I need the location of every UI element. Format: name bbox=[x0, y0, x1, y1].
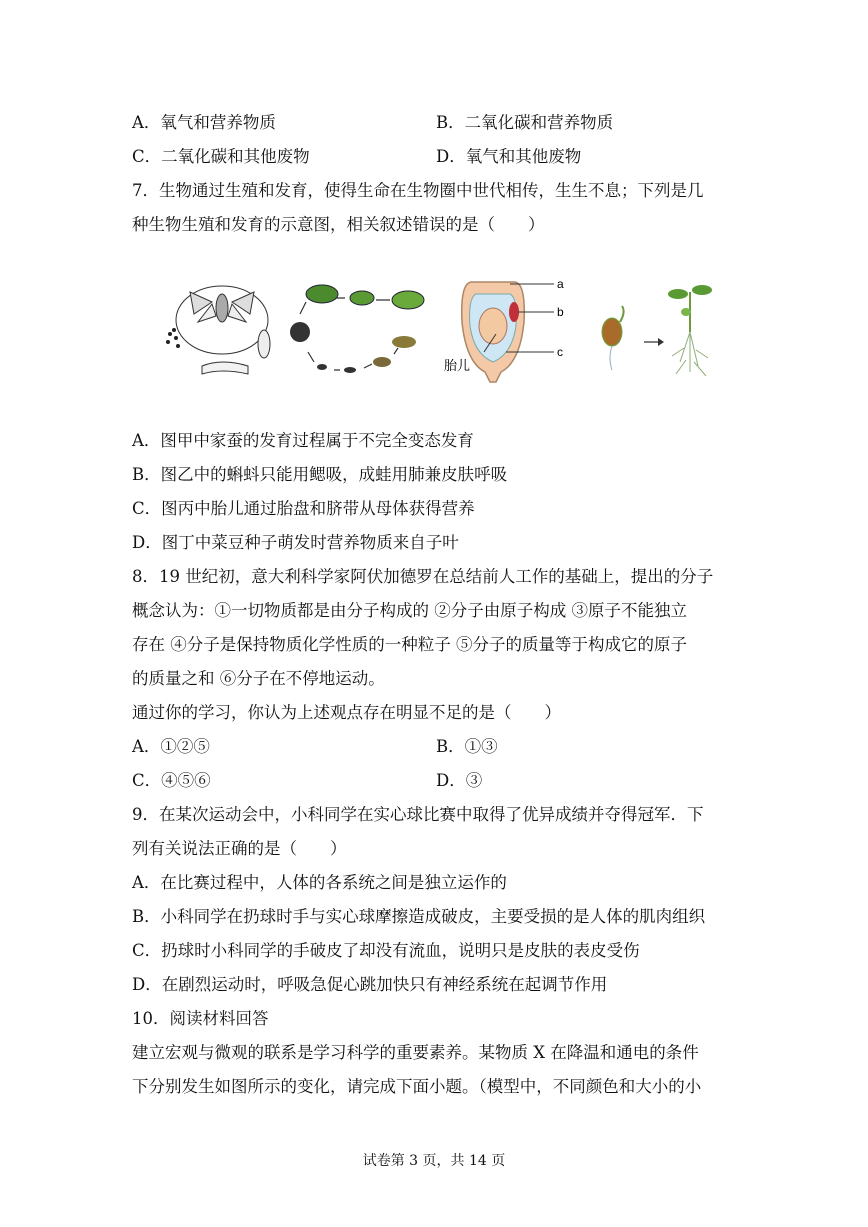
q7-figures bbox=[150, 262, 730, 402]
silkworm-lifecycle-figure bbox=[166, 286, 270, 374]
label-a: a bbox=[557, 277, 564, 291]
q9-option-c: C．扔球时小科同学的手破皮了却没有流血，说明只是皮肤的表皮受伤 bbox=[132, 941, 640, 960]
q8-option-a: A．①②⑤ bbox=[132, 737, 210, 756]
q9-line: 9．在某次运动会中，小科同学在实心球比赛中取得了优异成绩并夺得冠军．下 bbox=[132, 805, 704, 824]
q10-line: 10．阅读材料回答 bbox=[132, 1009, 269, 1028]
q9-option-a: A．在比赛过程中，人体的各系统之间是独立运作的 bbox=[132, 873, 507, 892]
bean-germination-figure bbox=[602, 285, 712, 376]
q10-line: 下分别发生如图所示的变化，请完成下面小题。（模型中，不同颜色和大小的小 bbox=[132, 1077, 702, 1096]
q7-stem-line: 7．生物通过生殖和发育，使得生命在生物圈中世代相传，生生不息；下列是几 bbox=[132, 181, 704, 200]
label-b: b bbox=[557, 305, 564, 319]
q8-option-c: C．④⑤⑥ bbox=[132, 771, 211, 790]
q6-option-a: A．氧气和营养物质 bbox=[132, 113, 276, 132]
page-footer: 试卷第 3 页，共 14 页 bbox=[362, 1153, 506, 1169]
q7-option-c: C．图丙中胎儿通过胎盘和脐带从母体获得营养 bbox=[132, 499, 475, 518]
q8-line: 概念认为：①一切物质都是由分子构成的 ②分子由原子构成 ③原子不能独立 bbox=[132, 601, 687, 620]
q6-option-d: D．氧气和其他废物 bbox=[436, 147, 582, 166]
q6-option-b: B．二氧化碳和营养物质 bbox=[436, 113, 614, 132]
label-c: c bbox=[557, 345, 563, 359]
q7-stem-line: 种生物生殖和发育的示意图，相关叙述错误的是（ ） bbox=[132, 215, 545, 234]
q7-option-a: A．图甲中家蚕的发育过程属于不完全变态发育 bbox=[132, 431, 474, 450]
q7-option-b: B．图乙中的蝌蚪只能用鳃吸，成蛙用肺兼皮肤呼吸 bbox=[132, 465, 508, 484]
q6-option-c: C．二氧化碳和其他废物 bbox=[132, 147, 310, 166]
q9-line: 列有关说法正确的是（ ） bbox=[132, 839, 347, 858]
q8-line: 通过你的学习，你认为上述观点存在明显不足的是（ ） bbox=[132, 703, 561, 722]
uterus-fetus-figure bbox=[444, 277, 564, 382]
q8-line: 的质量之和 ⑥分子在不停地运动。 bbox=[132, 669, 385, 688]
q8-line: 8．19 世纪初，意大利科学家阿伏加德罗在总结前人工作的基础上，提出的分子 bbox=[132, 567, 714, 586]
q9-option-b: B．小科同学在扔球时手与实心球摩擦造成破皮，主要受损的是人体的肌肉组织 bbox=[132, 907, 706, 926]
q8-option-b: B．①③ bbox=[436, 737, 498, 756]
q8-option-d: D．③ bbox=[436, 771, 483, 790]
frog-lifecycle-figure bbox=[290, 285, 424, 373]
q9-option-d: D．在剧烈运动时，呼吸急促心跳加快只有神经系统在起调节作用 bbox=[132, 975, 608, 994]
label-fetus: 胎儿 bbox=[444, 358, 471, 373]
q8-line: 存在 ④分子是保持物质化学性质的一种粒子 ⑤分子的质量等于构成它的原子 bbox=[132, 635, 687, 654]
q7-option-d: D．图丁中菜豆种子萌发时营养物质来自子叶 bbox=[132, 533, 459, 552]
q10-line: 建立宏观与微观的联系是学习科学的重要素养。某物质 X 在降温和通电的条件 bbox=[132, 1043, 699, 1062]
